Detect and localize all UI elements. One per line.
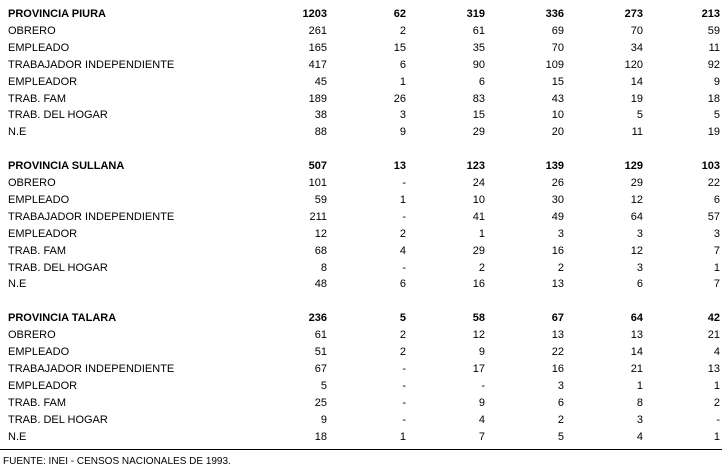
value-cell: 61	[314, 329, 327, 342]
value-cell: 11	[708, 41, 720, 54]
value-cell: 15	[393, 41, 406, 54]
value-cell: 16	[551, 363, 564, 375]
table-row	[8, 192, 720, 209]
value-cell: 19	[707, 126, 720, 139]
value-cell: 90	[472, 58, 485, 71]
value-cell: 88	[314, 126, 327, 139]
row-label: N.E	[8, 430, 27, 443]
value-cell: 61	[472, 24, 485, 37]
value-cell: 6	[636, 278, 643, 291]
table-row	[8, 395, 720, 412]
value-cell: 13	[707, 363, 720, 375]
value-cell: 48	[314, 278, 327, 291]
table-row	[8, 209, 720, 226]
value-cell: 2	[713, 396, 720, 409]
province-header-row	[8, 158, 720, 175]
value-cell: 6	[399, 278, 406, 291]
value-cell: 3	[636, 227, 643, 240]
value-cell: 5	[557, 430, 564, 443]
value-cell: 26	[551, 177, 564, 190]
value-cell: 9	[478, 396, 485, 409]
value-cell: 3	[557, 379, 564, 392]
province-total-cell: 213	[701, 8, 720, 20]
table-row	[8, 327, 720, 344]
row-label: TRAB. FAM	[8, 396, 67, 409]
row-label: OBRERO	[8, 177, 56, 190]
value-cell: -	[402, 413, 406, 426]
value-cell: 2	[399, 346, 406, 359]
value-cell: 92	[707, 58, 720, 71]
value-cell: 9	[478, 346, 485, 359]
province-title: PROVINCIA SULLANA	[8, 160, 125, 173]
value-cell: 14	[630, 75, 643, 88]
value-cell: 29	[472, 244, 485, 257]
value-cell: 2	[399, 227, 406, 240]
value-cell: 51	[314, 346, 327, 359]
value-cell: 67	[314, 363, 327, 375]
value-cell: 5	[713, 109, 720, 122]
row-label: TRAB. DEL HOGAR	[8, 109, 108, 122]
value-cell: 21	[630, 363, 643, 375]
province-total-cell: 123	[466, 160, 485, 173]
value-cell: 22	[707, 177, 720, 190]
value-cell: 34	[630, 41, 643, 54]
province-total-cell: 103	[701, 160, 720, 173]
value-cell: 59	[707, 24, 720, 37]
value-cell: 69	[551, 24, 564, 37]
table-row	[8, 23, 720, 40]
row-label: EMPLEADO	[8, 346, 70, 359]
value-cell: 1	[399, 193, 406, 206]
value-cell: 1	[713, 379, 720, 392]
value-cell: 4	[399, 244, 406, 257]
value-cell: 30	[551, 193, 564, 206]
value-cell: 3	[636, 413, 643, 426]
section-spacer	[8, 293, 720, 310]
value-cell: 25	[314, 396, 327, 409]
value-cell: -	[402, 177, 406, 190]
value-cell: 3	[399, 109, 406, 122]
province-total-cell: 236	[308, 312, 327, 325]
value-cell: 8	[636, 396, 643, 409]
table-row	[8, 226, 720, 243]
row-label: TRABAJADOR INDEPENDIENTE	[8, 210, 175, 223]
value-cell: 261	[308, 24, 327, 37]
value-cell: 11	[631, 126, 643, 139]
row-label: N.E	[8, 278, 27, 291]
row-label: EMPLEADO	[8, 193, 70, 206]
table-row	[8, 91, 720, 108]
value-cell: 1	[636, 379, 643, 392]
table-row	[8, 260, 720, 277]
value-cell: 21	[707, 329, 720, 342]
value-cell: 2	[557, 413, 564, 426]
value-cell: -	[481, 379, 485, 392]
value-cell: 19	[630, 92, 643, 105]
province-total-cell: 62	[393, 8, 406, 20]
row-label: EMPLEADO	[8, 41, 70, 54]
value-cell: 43	[551, 92, 564, 105]
value-cell: 70	[630, 24, 643, 37]
province-header-row	[8, 6, 720, 23]
value-cell: 64	[630, 210, 643, 223]
value-cell: 9	[320, 413, 327, 426]
value-cell: 6	[557, 396, 564, 409]
province-total-cell: 58	[472, 312, 485, 325]
value-cell: 5	[320, 379, 327, 392]
province-total-cell: 64	[630, 312, 643, 325]
footer-rule	[0, 449, 722, 450]
value-cell: 1	[713, 261, 720, 274]
row-label: EMPLEADOR	[8, 379, 78, 392]
value-cell: 4	[713, 346, 720, 359]
value-cell: 189	[308, 92, 327, 105]
value-cell: 1	[399, 75, 406, 88]
table-row	[8, 344, 720, 361]
value-cell: 3	[557, 227, 564, 240]
value-cell: 6	[399, 58, 406, 71]
value-cell: 68	[314, 244, 327, 257]
row-label: EMPLEADOR	[8, 227, 78, 240]
table-row	[8, 57, 720, 74]
value-cell: 15	[472, 109, 485, 122]
value-cell: -	[402, 396, 406, 409]
row-label: N.E	[8, 126, 27, 139]
value-cell: -	[716, 413, 720, 426]
value-cell: 1	[399, 430, 406, 443]
table-row	[8, 276, 720, 293]
value-cell: 29	[472, 126, 485, 139]
value-cell: 9	[713, 75, 720, 88]
value-cell: 2	[399, 24, 406, 37]
value-cell: 2	[557, 261, 564, 274]
value-cell: 12	[314, 227, 327, 240]
value-cell: 57	[707, 210, 720, 223]
value-cell: 2	[399, 329, 406, 342]
value-cell: 22	[551, 346, 564, 359]
province-total-cell: 336	[545, 8, 564, 20]
value-cell: 4	[478, 413, 485, 426]
province-total-cell: 319	[466, 8, 485, 20]
value-cell: 49	[551, 210, 564, 223]
value-cell: 417	[308, 58, 327, 71]
value-cell: 9	[399, 126, 406, 139]
value-cell: 6	[478, 75, 485, 88]
row-label: OBRERO	[8, 24, 56, 37]
province-total-cell: 129	[624, 160, 643, 173]
value-cell: 5	[636, 109, 643, 122]
value-cell: 16	[551, 244, 564, 257]
table-row	[8, 175, 720, 192]
value-cell: 15	[551, 75, 564, 88]
spacer-cell	[8, 141, 720, 158]
table-row	[8, 74, 720, 91]
value-cell: 2	[478, 261, 485, 274]
table-row	[8, 412, 720, 429]
province-title: PROVINCIA PIURA	[8, 8, 106, 20]
value-cell: 59	[314, 193, 327, 206]
table-row	[8, 40, 720, 57]
value-cell: 24	[472, 177, 485, 190]
province-total-cell: 13	[393, 160, 406, 173]
value-cell: 29	[630, 177, 643, 190]
value-cell: -	[402, 210, 406, 223]
province-total-cell: 1203	[302, 8, 327, 20]
value-cell: 12	[630, 244, 643, 257]
province-total-cell: 5	[399, 312, 406, 325]
value-cell: 165	[308, 41, 327, 54]
province-total-cell: 139	[545, 160, 564, 173]
value-cell: 6	[713, 193, 720, 206]
value-cell: 18	[314, 430, 327, 443]
row-label: TRABAJADOR INDEPENDIENTE	[8, 58, 175, 71]
value-cell: 10	[551, 109, 564, 122]
source-note: FUENTE: INEI - CENSOS NACIONALES DE 1993.	[3, 456, 231, 467]
table-row	[8, 107, 720, 124]
value-cell: 7	[478, 430, 485, 443]
value-cell: 13	[551, 278, 564, 291]
table-row	[8, 361, 720, 378]
table-row	[8, 124, 720, 141]
section-spacer	[8, 141, 720, 158]
value-cell: 20	[551, 126, 564, 139]
value-cell: 10	[472, 193, 485, 206]
province-total-cell: 67	[551, 312, 564, 325]
value-cell: 38	[314, 109, 327, 122]
value-cell: 16	[472, 278, 485, 291]
row-label: EMPLEADOR	[8, 75, 78, 88]
row-label: TRABAJADOR INDEPENDIENTE	[8, 363, 175, 375]
table-row	[8, 429, 720, 446]
value-cell: 26	[393, 92, 406, 105]
row-label: TRAB. DEL HOGAR	[8, 261, 108, 274]
value-cell: -	[402, 261, 406, 274]
value-cell: 8	[320, 261, 327, 274]
value-cell: 3	[636, 261, 643, 274]
value-cell: 3	[713, 227, 720, 240]
value-cell: 14	[630, 346, 643, 359]
value-cell: 1	[713, 430, 720, 443]
table-row	[8, 243, 720, 260]
census-table	[8, 6, 720, 446]
value-cell: 109	[545, 58, 564, 71]
value-cell: 7	[713, 278, 720, 291]
value-cell: 13	[551, 329, 564, 342]
value-cell: 35	[472, 41, 485, 54]
province-total-cell: 42	[707, 312, 720, 325]
value-cell: 18	[707, 92, 720, 105]
spacer-cell	[8, 293, 720, 310]
value-cell: 83	[472, 92, 485, 105]
value-cell: 41	[472, 210, 485, 223]
value-cell: 13	[630, 329, 643, 342]
value-cell: 101	[308, 177, 327, 190]
row-label: TRAB. FAM	[8, 244, 67, 257]
table-row	[8, 378, 720, 395]
province-title: PROVINCIA TALARA	[8, 312, 117, 325]
value-cell: 211	[309, 210, 327, 223]
value-cell: 4	[636, 430, 643, 443]
value-cell: 70	[551, 41, 564, 54]
row-label: TRAB. DEL HOGAR	[8, 413, 108, 426]
value-cell: 17	[472, 363, 485, 375]
value-cell: 12	[630, 193, 643, 206]
value-cell: -	[402, 363, 406, 375]
row-label: TRAB. FAM	[8, 92, 67, 105]
province-header-row	[8, 310, 720, 327]
value-cell: -	[402, 379, 406, 392]
value-cell: 12	[472, 329, 485, 342]
value-cell: 120	[624, 58, 643, 71]
census-table-body	[8, 6, 720, 446]
value-cell: 7	[713, 244, 720, 257]
row-label: OBRERO	[8, 329, 56, 342]
value-cell: 1	[478, 227, 485, 240]
province-total-cell: 273	[624, 8, 643, 20]
value-cell: 45	[314, 75, 327, 88]
province-total-cell: 507	[308, 160, 327, 173]
